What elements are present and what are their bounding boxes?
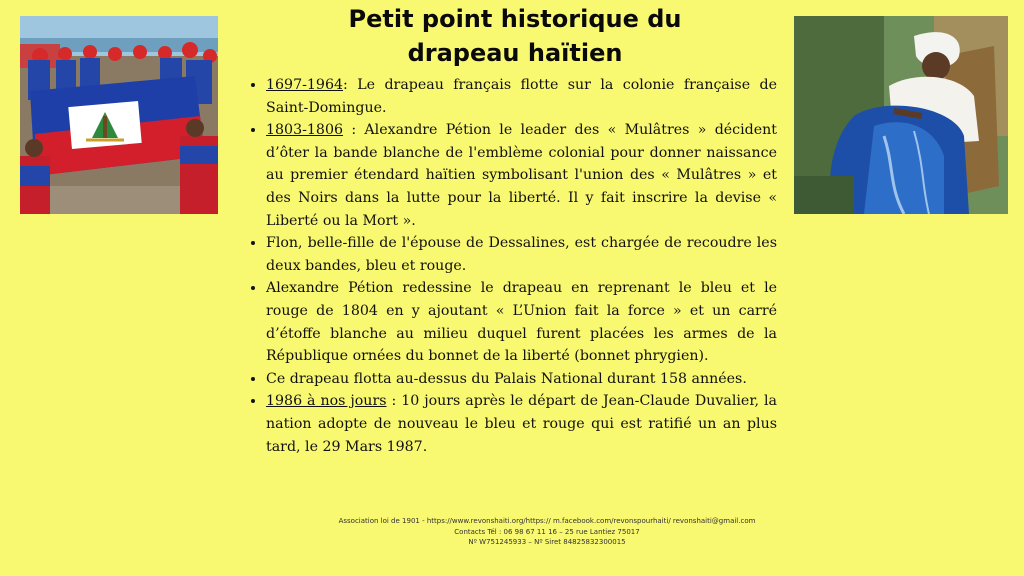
history-item-text: : Alexandre Pétion le leader des « Mulâtres » décident d’ôter la bande blanche de l'emblème colonial pour donner naissance au premier étendard haïtien symbolisant l'union des « Mulâtres » et des Noirs dans la lutte pour la liberté. Il y fait inscrire la devise « Liberté ou la Mort ». <box>266 122 777 229</box>
flag-parade-photo <box>20 16 218 214</box>
history-item <box>266 119 777 232</box>
footer-registration: Nº W751245933 – Nº Siret 84825832300015 <box>468 538 626 546</box>
history-item-text: Alexandre Pétion redessine le drapeau en reprenant le bleu et le rouge de 1804 en y ajoutant « L’Union fait la force » et un carré d’étoffe blanche au milieu duquel furent placées les armes de la République ornées du bonnet de la liberté (bonnet phrygien). <box>266 280 777 365</box>
history-item-date: 1986 à nos jours <box>266 393 387 410</box>
history-item-text: : 10 jours après le départ de Jean-Claude Duvalier, la nation adopte de nouveau le bleu et rouge qui est ratifié un an plus tard, le 29 Mars 1987. <box>266 393 777 455</box>
flon-painting-illustration <box>794 16 1008 214</box>
history-item-date: 1697-1964 <box>266 77 344 93</box>
footer-association: Association loi de 1901 - https://www.revonshaiti.org/https:// m.facebook.com/revonspourhaiti/ revonshaiti@gmail.com <box>338 517 756 525</box>
flon-painting <box>794 16 1008 214</box>
history-item-date: 1803-1806 <box>266 122 344 139</box>
history-item <box>266 390 777 458</box>
history-item <box>266 368 777 391</box>
history-list <box>246 74 777 458</box>
footer <box>260 516 834 548</box>
history-item-text: Ce drapeau flotta au-dessus du Palais National durant 158 années. <box>266 370 747 387</box>
history-text <box>246 74 777 458</box>
history-item-text: Flon, belle-fille de l'épouse de Dessalines, est chargée de recoudre les deux bandes, bleu et rouge. <box>266 235 777 274</box>
history-item <box>266 232 777 277</box>
page-title <box>300 2 730 70</box>
flag-parade-illustration <box>20 16 218 214</box>
title-line-2: drapeau haïtien <box>407 39 623 67</box>
history-item <box>266 277 777 367</box>
title-line-1: Petit point historique du <box>348 5 682 33</box>
footer-contacts: Contacts Tél : 06 98 67 11 16 – 25 rue Lantiez 75017 <box>454 527 640 536</box>
history-item-text: : Le drapeau français flotte sur la colonie française de Saint-Domingue. <box>266 77 777 116</box>
history-item <box>266 74 777 119</box>
